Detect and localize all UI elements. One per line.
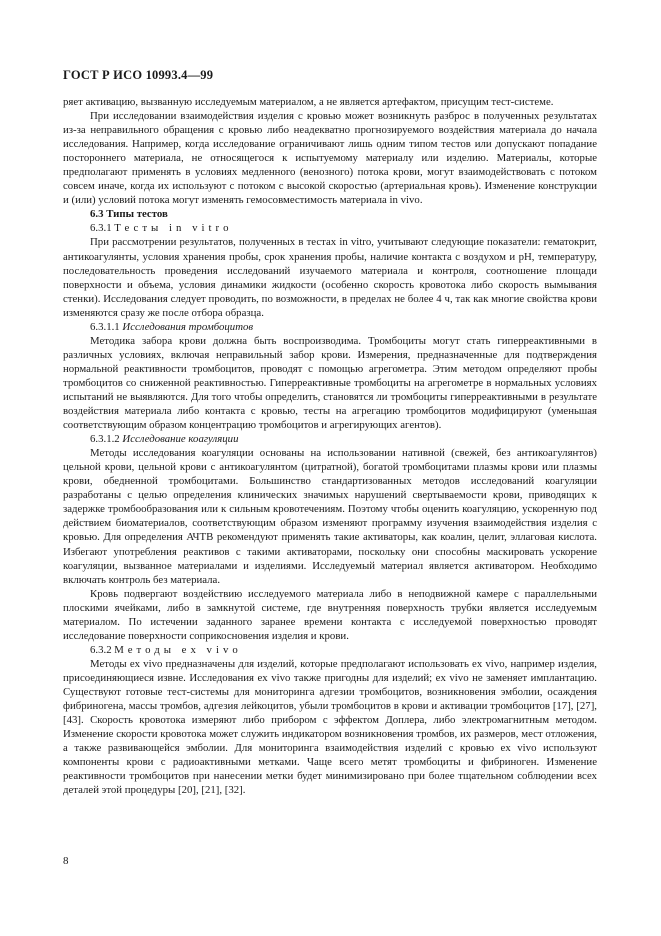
section-title: Исследование коагуляции xyxy=(122,433,239,446)
section-heading-6-3: 6.3 Типы тестов xyxy=(90,208,168,221)
paragraph-ex-vivo: Методы ex vivo предназначены для изделий, которые предполагают использовать ex vivo, например изделия, присоединяющиеся извне. Исследования ex vivo также пригодны для изделий; ex vivo не заменяет имплантацию. Существуют готовые тест-системы для мониторинга адгезии тромбоцитов, возникновения эмболии, осаждения фибриногена, массы тромбов, адгезия лейкоцитов, убыли тромбоцитов в крови и активации тромбоцитов [17], [27], [43]. Скорость кровотока измеряют либо прибором с эффектом Доплера, либо электромагнитным методом. Изменение скорости кровотока может служить индикатором возникновения тромбов, их размеров, мест отложения, а также развивающейся эмболии. Для мониторинга взаимодействия изделий с кровью ex vivo используют компоненты крови с радиоактивными метками. Чаще всего метят тромбоциты и фибриноген. Изменение реактивности тромбоцитов при нанесении метки будет минимизировано при более тщательном соблюдении всех деталей этой процедуры [20], [21], [32]. xyxy=(63,657,597,797)
section-heading-6-3-1 xyxy=(63,221,597,235)
section-number: 6.3.2 xyxy=(90,643,112,656)
document-header: ГОСТ Р ИСО 10993.4—99 xyxy=(63,68,214,82)
paragraph-blood-exposure: Кровь подвергают воздействию исследуемого материала либо в неподвижной камере с параллельными плоскими ячейками, либо в замкнутой системе, где внутренняя поверхность трубки является исследуемым материалом. По истечении заданного заранее времени контакта с исследуемой поверхностью проводят исследование поверхности соприкосновения изделия и крови. xyxy=(63,587,597,642)
document-body xyxy=(63,95,597,797)
section-heading-6-3-1-1 xyxy=(63,320,597,334)
section-heading-6-3-1-2 xyxy=(63,432,597,446)
page-number: 8 xyxy=(63,855,69,867)
section-title: Тесты in vitro xyxy=(114,222,233,235)
paragraph-platelets: Методика забора крови должна быть воспроизводима. Тромбоциты могут стать гиперреактивными в различных условиях, включая неправильный забор крови. Измерения, предназначенные для подтверждения нормальной реактивности тромбоцитов, проводят с помощью агрегометра. Этим методом определяют пробы тромбоцитов со сниженной реактивностью. Гиперреактивные тромбоциты на агрегометре в нормальных условиях испытаний не выявляются. Для того чтобы определить, становятся ли тромбоциты гиперреактивными в результате воздействия материала либо контакта с кровью, тесты на агрегацию тромбоцитов модифицируют (уменьшая соответствующим образом концентрацию тромбоцитов и агрегирующих агентов). xyxy=(63,334,597,432)
section-title: Исследования тромбоцитов xyxy=(122,320,254,333)
paragraph-continuation: ряет активацию, вызванную исследуемым материалом, а не является артефактом, присущим тест-системе. xyxy=(63,96,554,108)
section-number: 6.3.1 xyxy=(90,222,112,235)
paragraph-coagulation: Методы исследования коагуляции основаны на использовании нативной (свежей, без антикоагулянтов) цельной крови, цельной крови с антикоагулянтом (цитратной), богатой тромбоцитами плазмы крови или плазмы крови, обедненной тромбоцитами. Большинство стандартизованных методов исследований коагуляции разработаны с целью определения клинических значимых нарушений свертываемости крови, приводящих к задержке тромбообразования или к сильным кровотечениям. Поэтому чтобы оценить коагуляцию, ускоренную под действием биоматериалов, соответствующим образом изменяют программу изучения взаимодействия изделия с кровью. Для определения АЧТВ рекомендуют применять такие активаторы, как коалин, целит, эллаговая кислота. Избегают употребления реактивов с такими активаторами, поскольку они способны маскировать ускорение коагуляции, вызванное материалами и изделиями. Исследуемый материал является активатором. Необходимо включать контроль без материала. xyxy=(63,447,597,586)
paragraph-in-vitro: При рассмотрении результатов, полученных в тестах in vitro, учитывают следующие показатели: гематокрит, антикоагулянты, условия хранения пробы, срок хранения пробы, наличие контакта с воздухом и pH, температуру, последовательность проведения исследований изучаемого материала и контроля, соотношение площади поверхности и объема, условия динамики жидкости (особенно скорость кровотока либо скорость вымывания стенки). Исследования следует проводить, по возможности, в пределах не более 4 ч, так как многие свойства крови изменяются сразу же после отбора образца. xyxy=(63,236,597,319)
section-number: 6.3.1.2 xyxy=(90,433,120,446)
section-title: Методы ex vivo xyxy=(114,643,242,656)
section-heading-6-3-2 xyxy=(63,643,597,657)
section-number: 6.3.1.1 xyxy=(90,320,120,333)
paragraph-blood-interaction: При исследовании взаимодействия изделия с кровью может возникнуть разброс в полученных результатах из-за неправильного обращения с кровью либо неадекватно прогнозируемого воздействия материала до начала исследования. Например, когда исследование ограничивают лишь одним типом тестов или допускают попадание постороннего материала, не относящегося к испытуемому материалу или изделию. Материалы, которые предполагают применять в условиях медленного (венозного) потока крови, могут взаимодействовать с потоком совсем иначе, когда их используют с потоком с высокой скоростью (артериальная кровь). Изменение конструкции и (или) условий потока могут изменять гемосовместимость материала in vivo. xyxy=(63,110,597,207)
